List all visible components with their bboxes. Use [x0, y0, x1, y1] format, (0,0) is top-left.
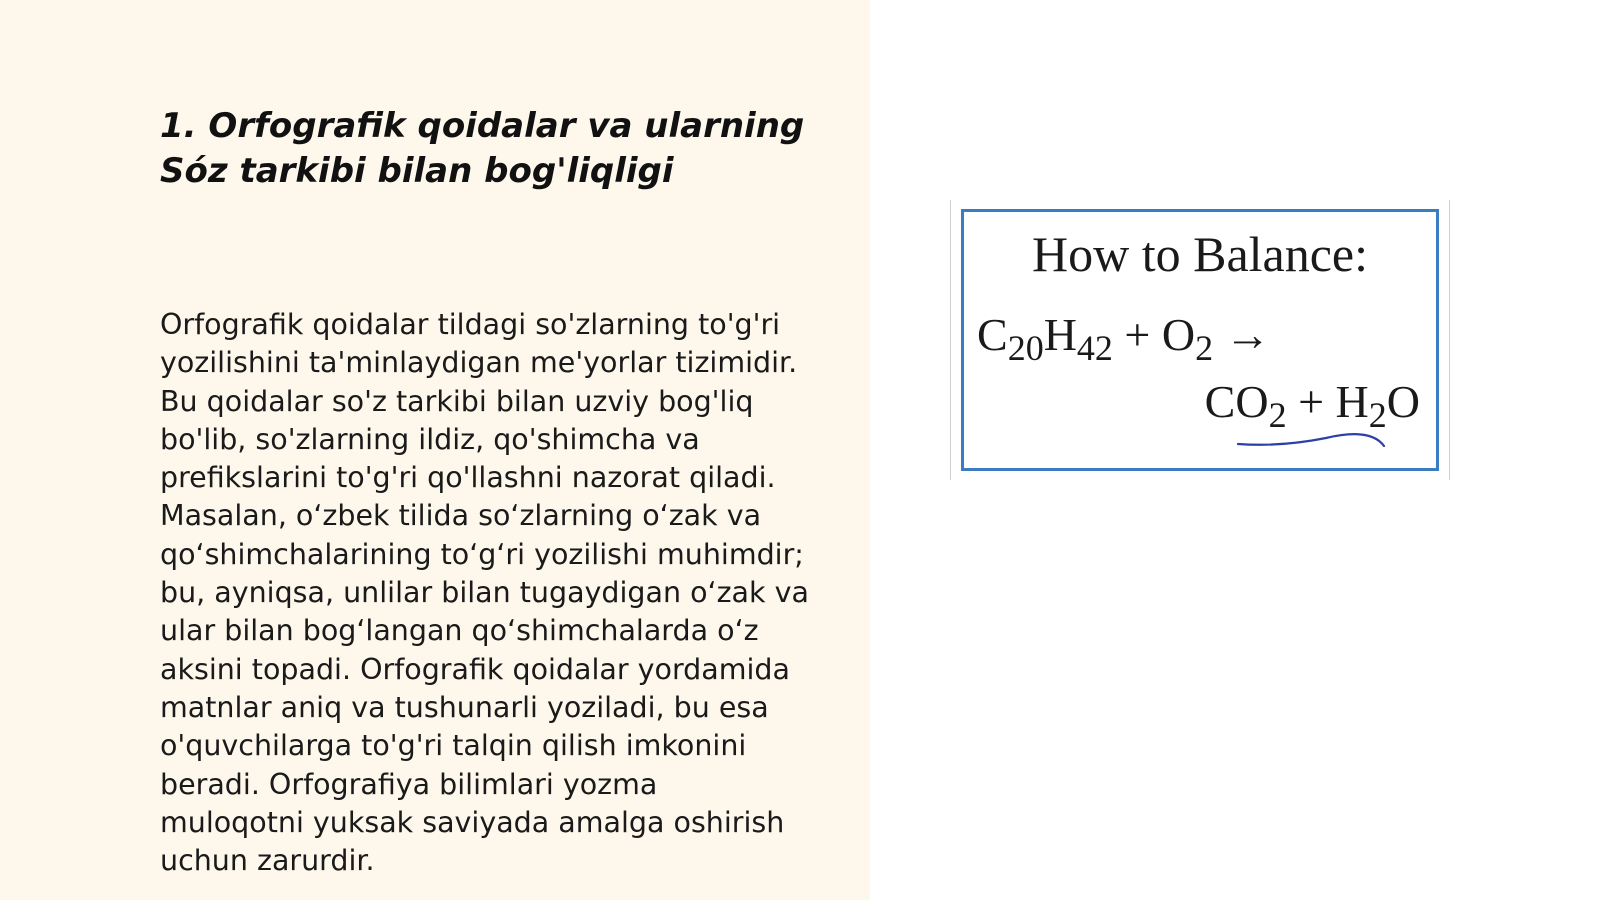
eq-plus-2: + [1286, 376, 1336, 427]
eq-c: C [977, 309, 1008, 360]
eq-h: H [1043, 309, 1077, 360]
chemical-equation-figure [961, 209, 1439, 471]
body-paragraph: Orfografik qoidalar tildagi so'zlarning to'g'ri yozilishini ta'minlaydigan me'yorlar tizimidir. Bu qoidalar so'z tarkibi bilan uzviy bog'liq bo'lib, so'zlarning ildiz, qo'shimcha va prefikslarini to'g'ri qo'llashni nazorat qiladi. Masalan, oʻzbek tilida soʻzlarning oʻzak va qoʻshimchalarining toʻgʻri yozilishi muhimdir; bu, ayniqsa, unlilar bilan tugaydigan oʻzak va ular bilan bogʻlangan qoʻshimchalarda oʻz aksini topadi. Orfografik qoidalar yordamida matnlar aniq va tushunarli yoziladi, bu esa o'quvchilarga to'g'ri talqin qilish imkonini beradi. Orfografiya bilimlari yozma muloqotni yuksak saviyada amalga oshirish uchun zarurdir. [160, 308, 809, 878]
eq-co: CO [1204, 376, 1269, 427]
eq-h2-sub: 2 [1368, 395, 1387, 435]
eq-arrow: → [1213, 309, 1271, 360]
slide-title: 1. Orfografik qoidalar va ularning Sóz tarkibi bilan bog'liqligi [160, 106, 805, 191]
eq-co-sub: 2 [1268, 395, 1287, 435]
eq-plus-1: + [1112, 309, 1162, 360]
handwritten-underline [1236, 430, 1388, 452]
eq-o: O [1161, 309, 1196, 360]
eq-h2: H [1335, 376, 1369, 427]
figure-heading: How to Balance: [1031, 226, 1368, 282]
eq-h-sub: 42 [1076, 328, 1113, 368]
equation-products [1204, 374, 1420, 435]
eq-c-sub: 20 [1007, 328, 1044, 368]
eq-o-sub: 2 [1195, 328, 1214, 368]
eq-o2: O [1386, 376, 1420, 427]
equation-reactants [977, 307, 1271, 368]
